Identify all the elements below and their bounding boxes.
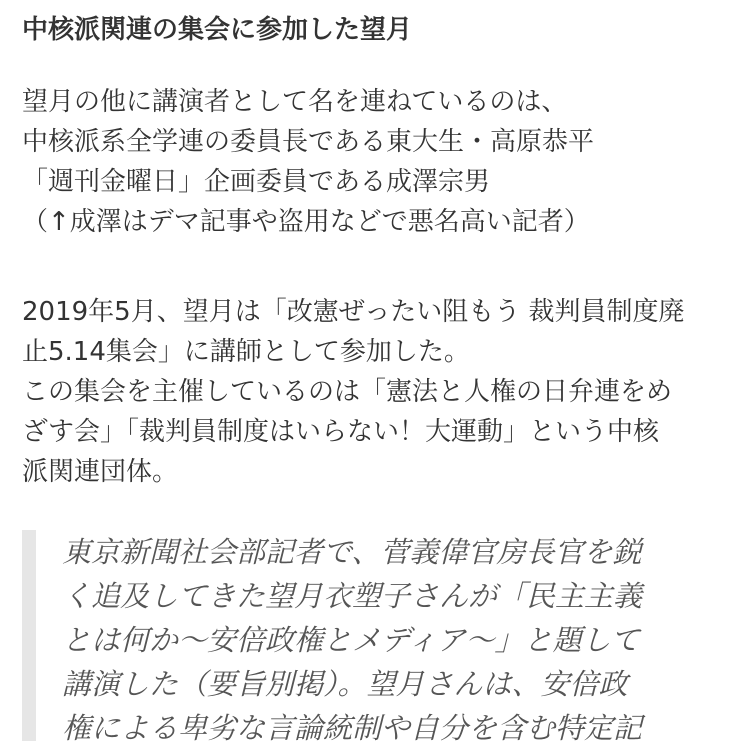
blockquote-line: 講演した（要旨別掲）。望月さんは、安倍政 bbox=[62, 667, 628, 701]
paragraph-line: 「週刊金曜日」企画委員である成澤宗男 bbox=[22, 167, 491, 197]
paragraph-line: （↑成澤はデマ記事や盗用などで悪名高い記者） bbox=[22, 207, 590, 237]
paragraph-line: 中核派系全学連の委員長である東大生・高原恭平 bbox=[22, 127, 595, 157]
blockquote-line: 権による卑劣な言論統制や自分を含む特定記 bbox=[62, 711, 643, 745]
paragraph-line: 望月の他に講演者として名を連ねているのは、 bbox=[22, 87, 568, 117]
paragraph-line: 2019年5月、望月は「改憲ぜったい阻もう 裁判員制度廃 bbox=[22, 297, 685, 327]
paragraph-line: 派関連団体。 bbox=[22, 457, 179, 487]
blockquote bbox=[62, 530, 742, 750]
blockquote-line: とは何か〜安倍政権とメディア〜」と題して bbox=[62, 623, 640, 657]
article-heading: 中核派関連の集会に参加した望月 bbox=[22, 15, 413, 45]
paragraph-line: ざす会」「裁判員制度はいらない！大運動」という中核 bbox=[22, 417, 660, 447]
blockquote-bar bbox=[22, 530, 36, 741]
paragraph-line: 止5.14集会」に講師として参加した。 bbox=[22, 337, 470, 367]
paragraph-line: この集会を主催しているのは「憲法と人権の日弁連をめ bbox=[22, 377, 673, 407]
paragraph-speakers bbox=[22, 82, 732, 242]
paragraph-event bbox=[22, 292, 732, 492]
blockquote-line: く追及してきた望月衣塑子さんが「民主主義 bbox=[62, 579, 643, 613]
blockquote-line: 東京新聞社会部記者で、菅義偉官房長官を鋭 bbox=[62, 535, 642, 569]
